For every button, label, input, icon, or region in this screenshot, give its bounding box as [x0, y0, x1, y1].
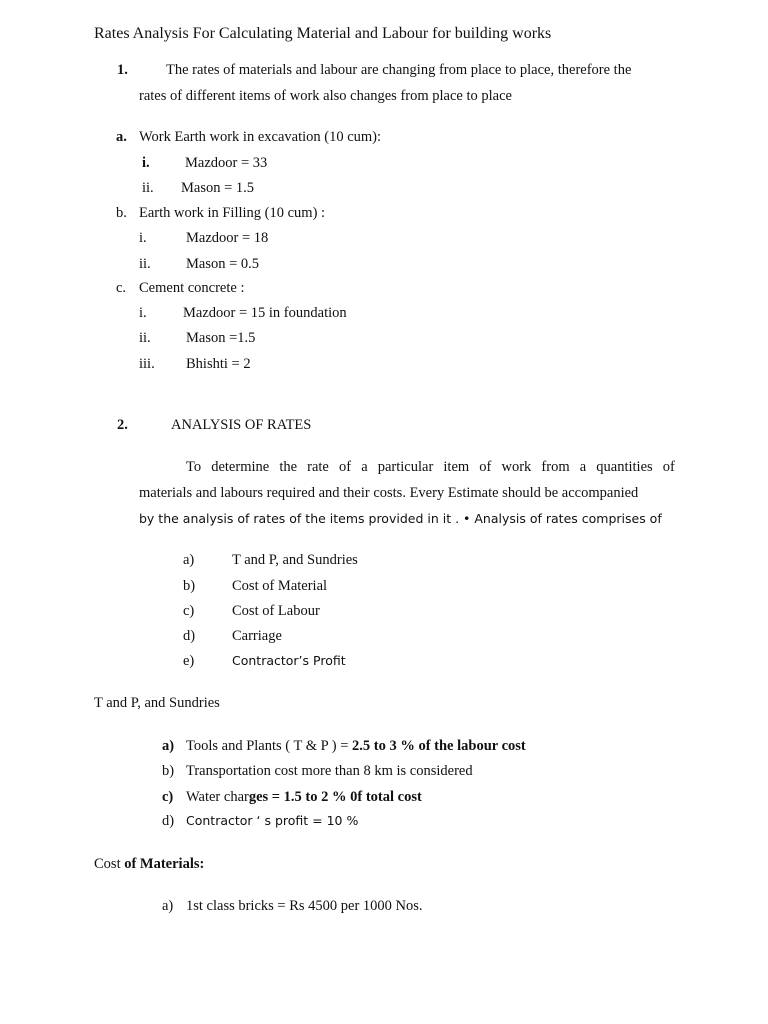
item-a-sub-2-text: Mason = 1.5 [181, 180, 255, 196]
item-a-sub-1-text: Mazdoor = 33 [185, 155, 268, 171]
section-1-number: 1. [117, 62, 128, 78]
item-b-text: Earth work in Filling (10 cum) : [139, 205, 326, 221]
tp-item-d: Contractor ‘ s profit = 10 % [186, 813, 359, 828]
item-b-sub-1-text: Mazdoor = 18 [186, 230, 269, 246]
tp-heading: T and P, and Sundries [94, 695, 220, 711]
materials-heading: Cost of Materials: [94, 856, 205, 872]
section-2-para-line-2: materials and labours required and their costs. Every Estimate should be accompanied [139, 485, 639, 501]
item-b-sub-2-text: Mason = 0.5 [186, 256, 260, 272]
rates-list-item-d: Carriage [232, 628, 282, 644]
materials-item-a: 1st class bricks = Rs 4500 per 1000 Nos. [186, 898, 423, 914]
item-c-sub-1-marker: i. [139, 305, 147, 321]
tp-marker-d: d) [162, 813, 175, 829]
rates-list-item-c: Cost of Labour [232, 603, 320, 619]
rates-list-marker-e: e) [183, 653, 195, 669]
item-b-sub-2-marker: ii. [139, 256, 151, 272]
document-title: Rates Analysis For Calculating Material and Labour for building works [94, 25, 552, 42]
tp-marker-b: b) [162, 763, 175, 779]
section-1-para-line-2: rates of different items of work also changes from place to place [139, 88, 512, 104]
rates-list-item-a: T and P, and Sundries [232, 552, 358, 568]
rates-list-marker-d: d) [183, 628, 196, 644]
section-2-para-line-1: To determine the rate of a particular item of work from a quantities of [186, 459, 675, 475]
section-2-number: 2. [117, 417, 128, 433]
item-c-marker: c. [116, 280, 127, 296]
tp-item-a: Tools and Plants ( T & P ) = 2.5 to 3 % of the labour cost [186, 738, 526, 754]
tp-item-c: Water charges = 1.5 to 2 % 0f total cost [186, 789, 422, 805]
item-a-sub-2-marker: ii. [142, 180, 154, 196]
tp-marker-c: c) [162, 789, 174, 805]
rates-list-item-b: Cost of Material [232, 578, 328, 594]
item-b-marker: b. [116, 205, 127, 221]
item-a-marker: a. [116, 129, 127, 145]
materials-marker-a: a) [162, 898, 174, 914]
item-b-sub-1-marker: i. [139, 230, 147, 246]
section-2-para-line-3: by the analysis of rates of the items provided in it . • Analysis of rates comprises of [139, 511, 662, 526]
rates-list-item-e: Contractor’s Profit [232, 653, 346, 668]
section-2-heading: ANALYSIS OF RATES [171, 417, 312, 433]
item-c-text: Cement concrete : [139, 280, 245, 296]
tp-marker-a: a) [162, 738, 175, 754]
item-c-sub-1-text: Mazdoor = 15 in foundation [183, 305, 347, 321]
rates-list-marker-b: b) [183, 578, 196, 594]
item-a-sub-1-marker: i. [142, 155, 150, 171]
rates-list-marker-a: a) [183, 552, 195, 568]
item-c-sub-3-text: Bhishti = 2 [186, 356, 251, 372]
section-1-para-line-1: The rates of materials and labour are changing from place to place, therefore the [166, 62, 632, 78]
item-a-text: Work Earth work in excavation (10 cum): [139, 129, 382, 145]
item-c-sub-2-text: Mason =1.5 [186, 330, 256, 346]
tp-item-b: Transportation cost more than 8 km is considered [186, 763, 473, 779]
rates-list-marker-c: c) [183, 603, 195, 619]
item-c-sub-2-marker: ii. [139, 330, 151, 346]
item-c-sub-3-marker: iii. [139, 356, 155, 372]
